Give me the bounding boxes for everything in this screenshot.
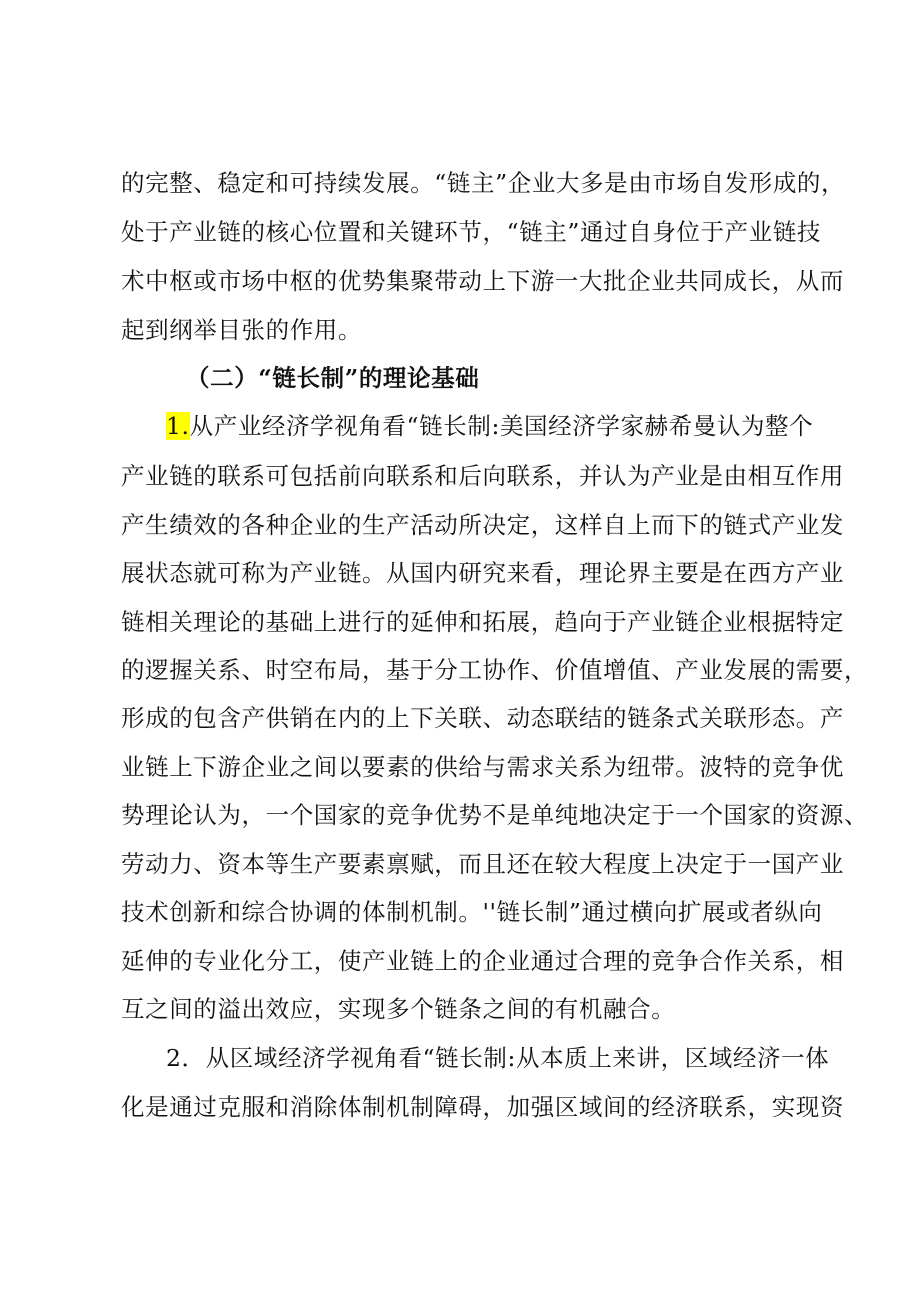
paragraph-2-line-1 — [166, 411, 813, 441]
highlighted-item-marker: 1. — [166, 412, 190, 440]
paragraph-2-line-7: 形成的包含产供销在内的上下关联、动态联结的链条式关联形态。产 — [121, 704, 844, 732]
paragraph-2-line-13: 互之间的溢出效应，实现多个链条之间的有机融合。 — [121, 995, 676, 1023]
paragraph-1-line-3: 术中枢或市场中枢的优势集聚带动上下游一大批企业共同成长，从而 — [121, 267, 844, 295]
paragraph-2-line-9: 势理论认为，一个国家的竞争优势不是单纯地决定于一个国家的资源、 — [121, 801, 869, 829]
paragraph-2-line-10: 劳动力、资本等生产要素禀赋，而且还在较大程度上决定于一国产业 — [121, 850, 844, 878]
section-heading: （二）“链长制”的理论基础 — [186, 364, 480, 392]
paragraph-1-line-1: 的完整、稳定和可持续发展。“链主”企业大多是由市场自发形成的， — [121, 169, 846, 197]
paragraph-2-line-6: 的逻握关系、时空布局，基于分工协作、价值增值、产业发展的需要， — [121, 656, 869, 684]
paragraph-1-line-2: 处于产业链的核心位置和关键环节，“链主”通过自身位于产业链技 — [121, 218, 822, 246]
paragraph-2-line-1-text: 从产业经济学视角看“链长制:美国经济学家赫希曼认为整个 — [189, 412, 814, 440]
paragraph-2-line-11: 技术创新和综合协调的体制机制。''链长制”通过横向扩展或者纵向 — [121, 898, 823, 926]
paragraph-2-line-5: 链相关理论的基础上进行的延伸和拓展，趋向于产业链企业根据特定 — [121, 608, 844, 636]
paragraph-2-line-2: 产业链的联系可包括前向联系和后向联系，并认为产业是由相互作用 — [121, 462, 844, 490]
paragraph-2-line-8: 业链上下游企业之间以要素的供给与需求关系为纽带。波特的竞争优 — [121, 753, 844, 781]
paragraph-1-line-4: 起到纲举目张的作用。 — [121, 316, 362, 344]
paragraph-3-line-1: 2．从区域经济学视角看“链长制:从本质上来讲，区域经济一体 — [166, 1044, 830, 1072]
paragraph-2-line-12: 延伸的专业化分工，使产业链上的企业通过合理的竞争合作关系，相 — [121, 947, 844, 975]
paragraph-3-line-2: 化是通过克服和消除体制机制障碍，加强区域间的经济联系，实现资 — [121, 1093, 844, 1121]
paragraph-2-line-4: 展状态就可称为产业链。从国内研究来看，理论界主要是在西方产业 — [121, 559, 844, 587]
paragraph-2-line-3: 产生绩效的各种企业的生产活动所决定，这样自上而下的链式产业发 — [121, 511, 844, 539]
